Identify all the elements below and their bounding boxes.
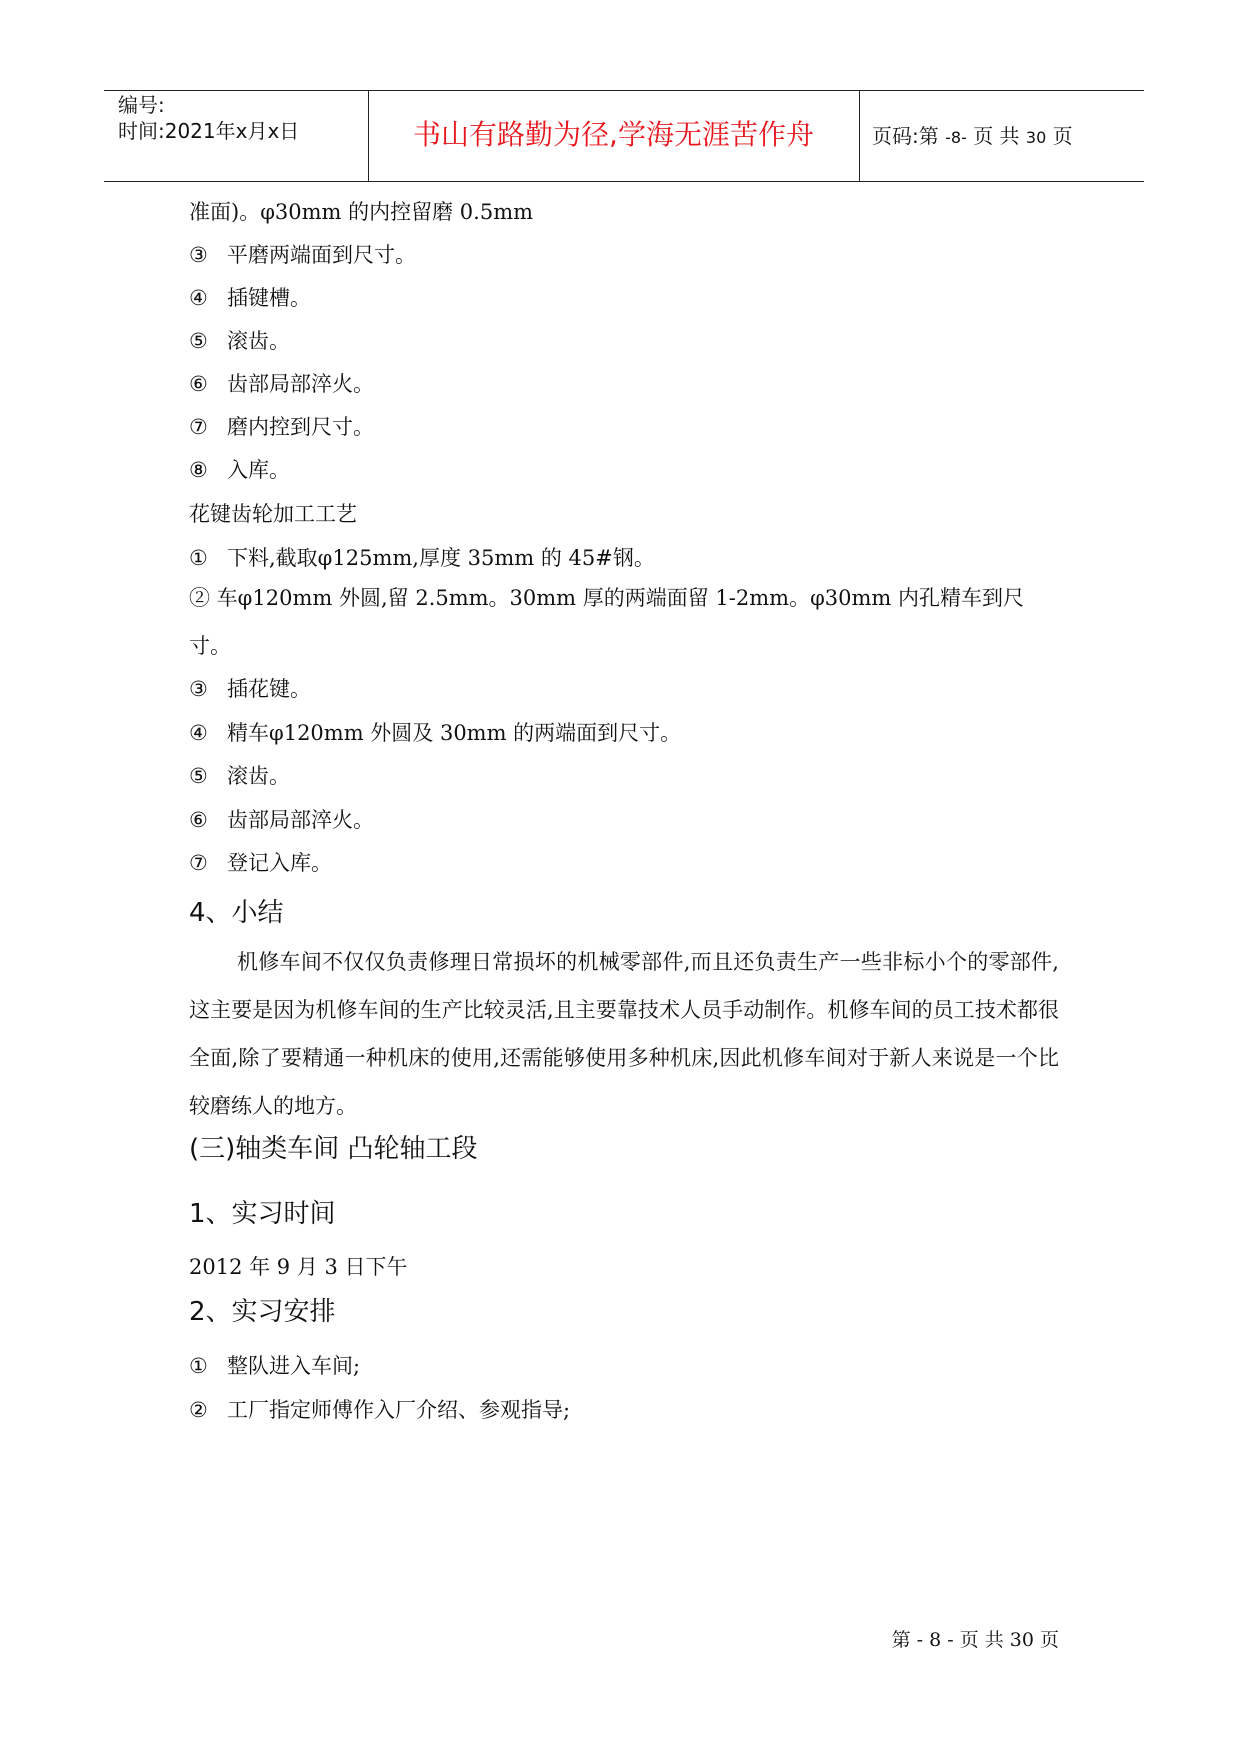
page-number: -8- [945, 128, 967, 147]
header-page-info [872, 123, 1073, 151]
list-text: 下料,截取φ125mm,厚度 35mm 的 45#钢。 [227, 546, 655, 570]
list-text: 滚齿。 [227, 764, 290, 788]
list-text: 入库。 [227, 458, 290, 482]
section-heading: 4、小结 [189, 898, 284, 928]
section-heading: 2、实习安排 [189, 1297, 336, 1327]
list-item [189, 327, 290, 355]
list-item [189, 849, 332, 877]
list-text: 齿部局部淬火。 [227, 808, 374, 832]
list-text: 工厂指定师傅作入厂介绍、参观指导; [227, 1398, 571, 1422]
list-item [189, 1396, 570, 1424]
page-footer: 第 - 8 - 页 共 30 页 [891, 1629, 1059, 1651]
summary-paragraph: 机修车间不仅仅负责修理日常损坏的机械零部件,而且还负责生产一些非标小个的零部件,这主要是因为机修车间的生产比较灵活,且主要靠技术人员手动制作。机修车间的员工技术都很全面,除了要精通一种机床的使用,还需能够使用多种机床,因此机修车间对于新人来说是一个比较磨练人的地方。 [189, 950, 1059, 1118]
list-text: 平磨两端面到尺寸。 [227, 243, 416, 267]
time-label: 时间:2021年x月x日 [118, 119, 300, 143]
list-item [189, 413, 374, 441]
page-prefix: 页码:第 [872, 124, 939, 148]
list-text: 齿部局部淬火。 [227, 372, 374, 396]
section-label: 花键齿轮加工工艺 [189, 502, 357, 526]
list-item [189, 544, 655, 572]
list-item [189, 284, 311, 312]
section-heading: (三)轴类车间 凸轮轴工段 [189, 1134, 478, 1164]
text-line: 准面)。φ30mm 的内控留磨 0.5mm [189, 200, 534, 224]
page-total: 30 [1025, 128, 1047, 147]
list-item [189, 370, 374, 398]
section-heading: 1、实习时间 [189, 1199, 336, 1229]
list-item [189, 806, 374, 834]
list-text: 滚齿。 [227, 329, 290, 353]
list-item [189, 762, 290, 790]
list-number: ③ [189, 677, 208, 701]
list-number: ③ [189, 243, 208, 267]
list-text: 插键槽。 [227, 286, 311, 310]
header-divider-right [859, 91, 860, 181]
list-item [189, 1352, 360, 1380]
list-item [189, 675, 311, 703]
list-number: ② [189, 1398, 208, 1422]
list-number: ⑥ [189, 808, 208, 832]
list-text: 整队进入车间; [227, 1354, 361, 1378]
serial-number-label: 编号: [118, 93, 165, 117]
list-text: 磨内控到尺寸。 [227, 415, 374, 439]
list-item [189, 241, 416, 269]
list-number: ⑦ [189, 415, 208, 439]
list-number: ① [189, 546, 208, 570]
list-text: 插花键。 [227, 677, 311, 701]
list-item [189, 456, 290, 484]
text-line: 2012 年 9 月 3 日下午 [189, 1255, 408, 1279]
list-number: ④ [189, 721, 208, 745]
list-number: ④ [189, 286, 208, 310]
list-number: ⑤ [189, 764, 208, 788]
list-number: ⑧ [189, 458, 208, 482]
list-text: 登记入库。 [227, 851, 332, 875]
wrapped-list-item: ② 车φ120mm 外圆,留 2.5mm。30mm 厚的两端面留 1-2mm。φ30mm 内孔精车到尺寸。 [189, 586, 1025, 658]
page-suffix: 页 [1052, 124, 1073, 148]
list-item [189, 719, 681, 747]
list-number: ⑥ [189, 372, 208, 396]
list-number: ⑦ [189, 851, 208, 875]
list-text: 精车φ120mm 外圆及 30mm 的两端面到尺寸。 [227, 721, 682, 745]
list-number: ⑤ [189, 329, 208, 353]
header-motto: 书山有路勤为径,学海无涯苦作舟 [413, 118, 814, 151]
page-mid: 页 共 [973, 124, 1020, 148]
page-header [104, 90, 1144, 182]
list-number: ① [189, 1354, 208, 1378]
